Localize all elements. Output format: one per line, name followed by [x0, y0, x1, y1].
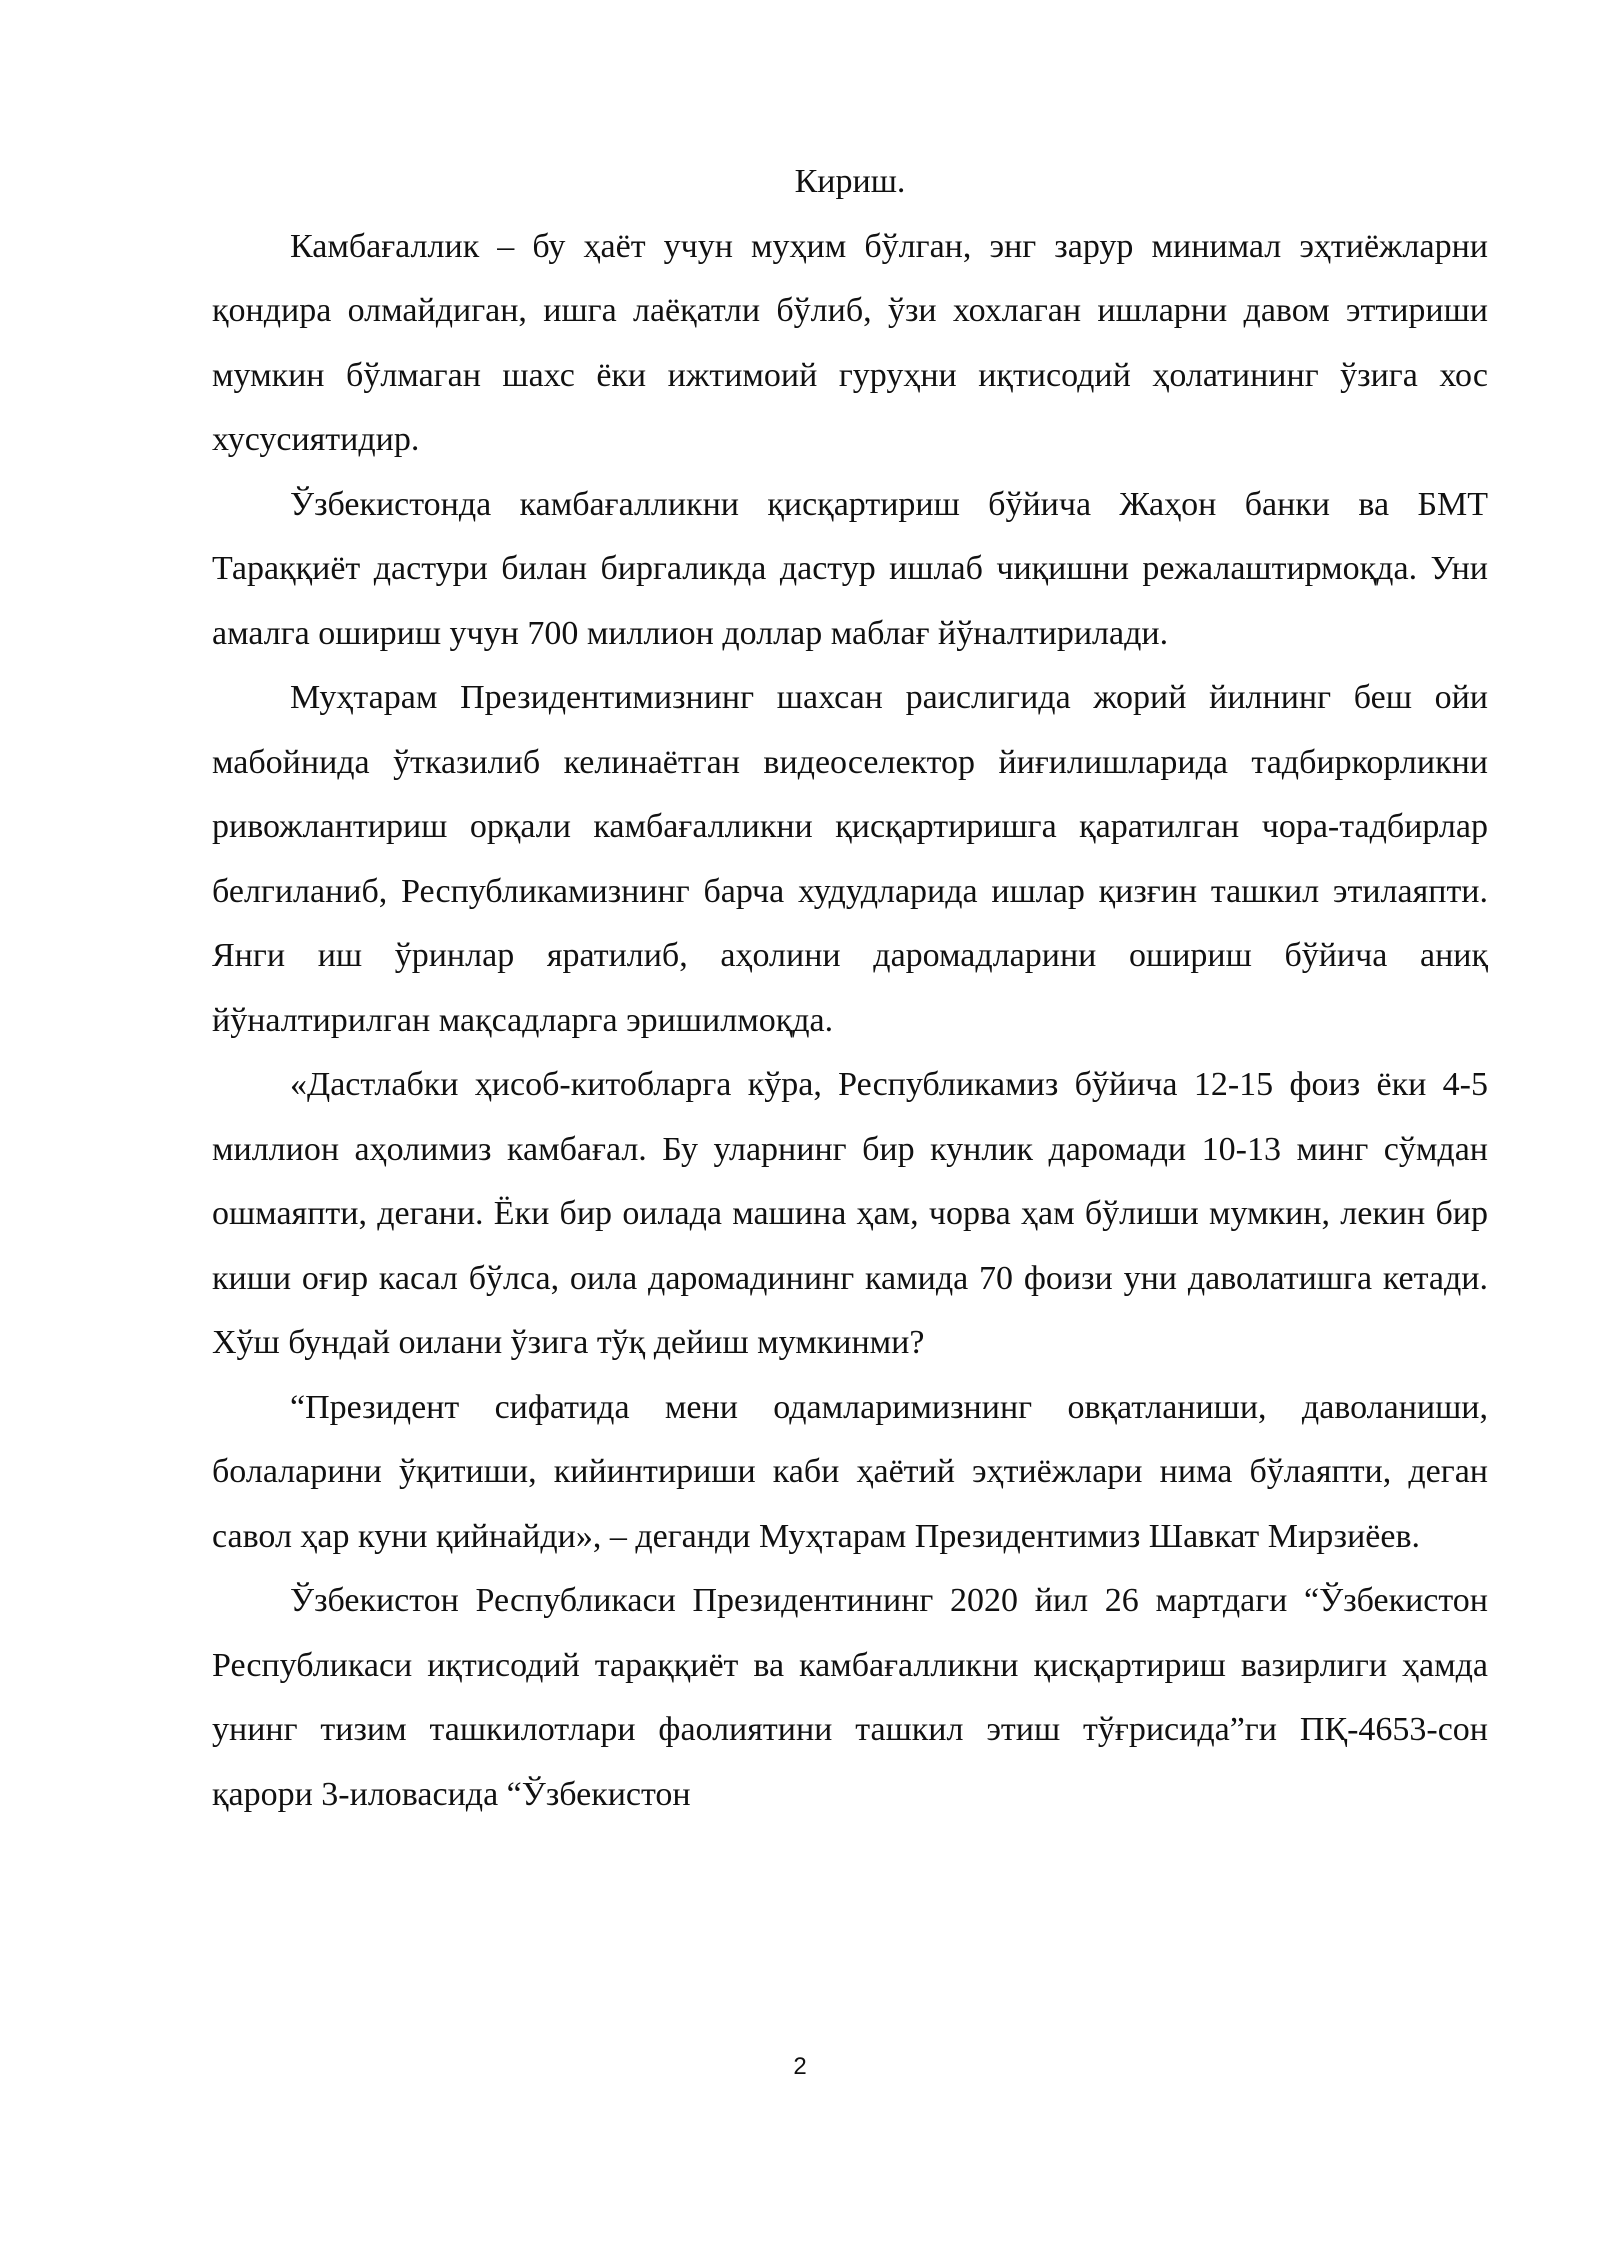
paragraph-president-meetings: Муҳтарам Президентимизнинг шахсан раислигида жорий йилнинг беш ойи мабойнида ўтказилиб келинаётган видеоселектор йиғилишларида тадбиркорликни ривожлантириш орқали камбағалликни қисқартиришга қаратилган чора-тадбирлар белгиланиб, Республикамизнинг барча худудларида ишлар қизғин ташкил этилаяпти. Янги иш ўринлар яратилиб, аҳолини даромадларини ошириш бўйича аниқ йўналтирилган мақсадларга эришилмоқда.: [212, 679, 1488, 1039]
paragraph-poverty-statistics: «Дастлабки ҳисоб-китобларга кўра, Республикамиз бўйича 12-15 фоиз ёки 4-5 миллион аҳолимиз камбағал. Бу уларнинг бир кунлик даромади 10-13 минг сўмдан ошмаяпти, дегани. Ёки бир оилада машина ҳам, чорва ҳам бўлиши мумкин, лекин бир киши оғир касал бўлса, оила даромадининг камида 70 фоизи уни даволатишга кетади. Хўш бундай оилани ўзига тўқ дейиш мумкинми?: [212, 1066, 1488, 1361]
document-body: [212, 150, 1488, 1827]
section-heading: Кириш.: [794, 163, 906, 200]
paragraph-president-quote: “Президент сифатида мени одамларимизнинг овқатланиши, даволаниши, болаларини ўқитиши, кийинтириши каби ҳаётий эҳтиёжлари нима бўлаяпти, деган савол ҳар куни қийнайди», – деганди Муҳтарам Президентимиз Шавкат Мирзиёев.: [212, 1388, 1488, 1555]
paragraph-poverty-definition: Камбағаллик – бу ҳаёт учун муҳим бўлган, энг зарур минимал эҳтиёжларни қондира олмайдиган, ишга лаёқатли бўлиб, ўзи хохлаган ишларни давом эттириши мумкин бўлмаган шахс ёки ижтимоий гуруҳни иқтисодий ҳолатининг ўзига хос хусусиятидир.: [212, 227, 1488, 458]
paragraph-world-bank-program: Ўзбекистонда камбағалликни қисқартириш бўйича Жаҳон банки ва БМТ Тараққиёт дастури билан биргаликда дастур ишлаб чиқишни режалаштирмоқда. Уни амалга ошириш учун 700 миллион доллар маблағ йўналтирилади.: [212, 485, 1488, 652]
page-number: 2: [793, 2053, 807, 2080]
paragraph-decree-reference: Ўзбекистон Республикаси Президентининг 2020 йил 26 мартдаги “Ўзбекистон Республикаси иқтисодий тараққиёт ва камбағалликни қисқартириш вазирлиги ҳамда унинг тизим ташкилотлари фаолиятини ташкил этиш тўғрисида”ги ПҚ-4653-сон қарори 3-иловасида “Ўзбекистон: [212, 1582, 1488, 1813]
